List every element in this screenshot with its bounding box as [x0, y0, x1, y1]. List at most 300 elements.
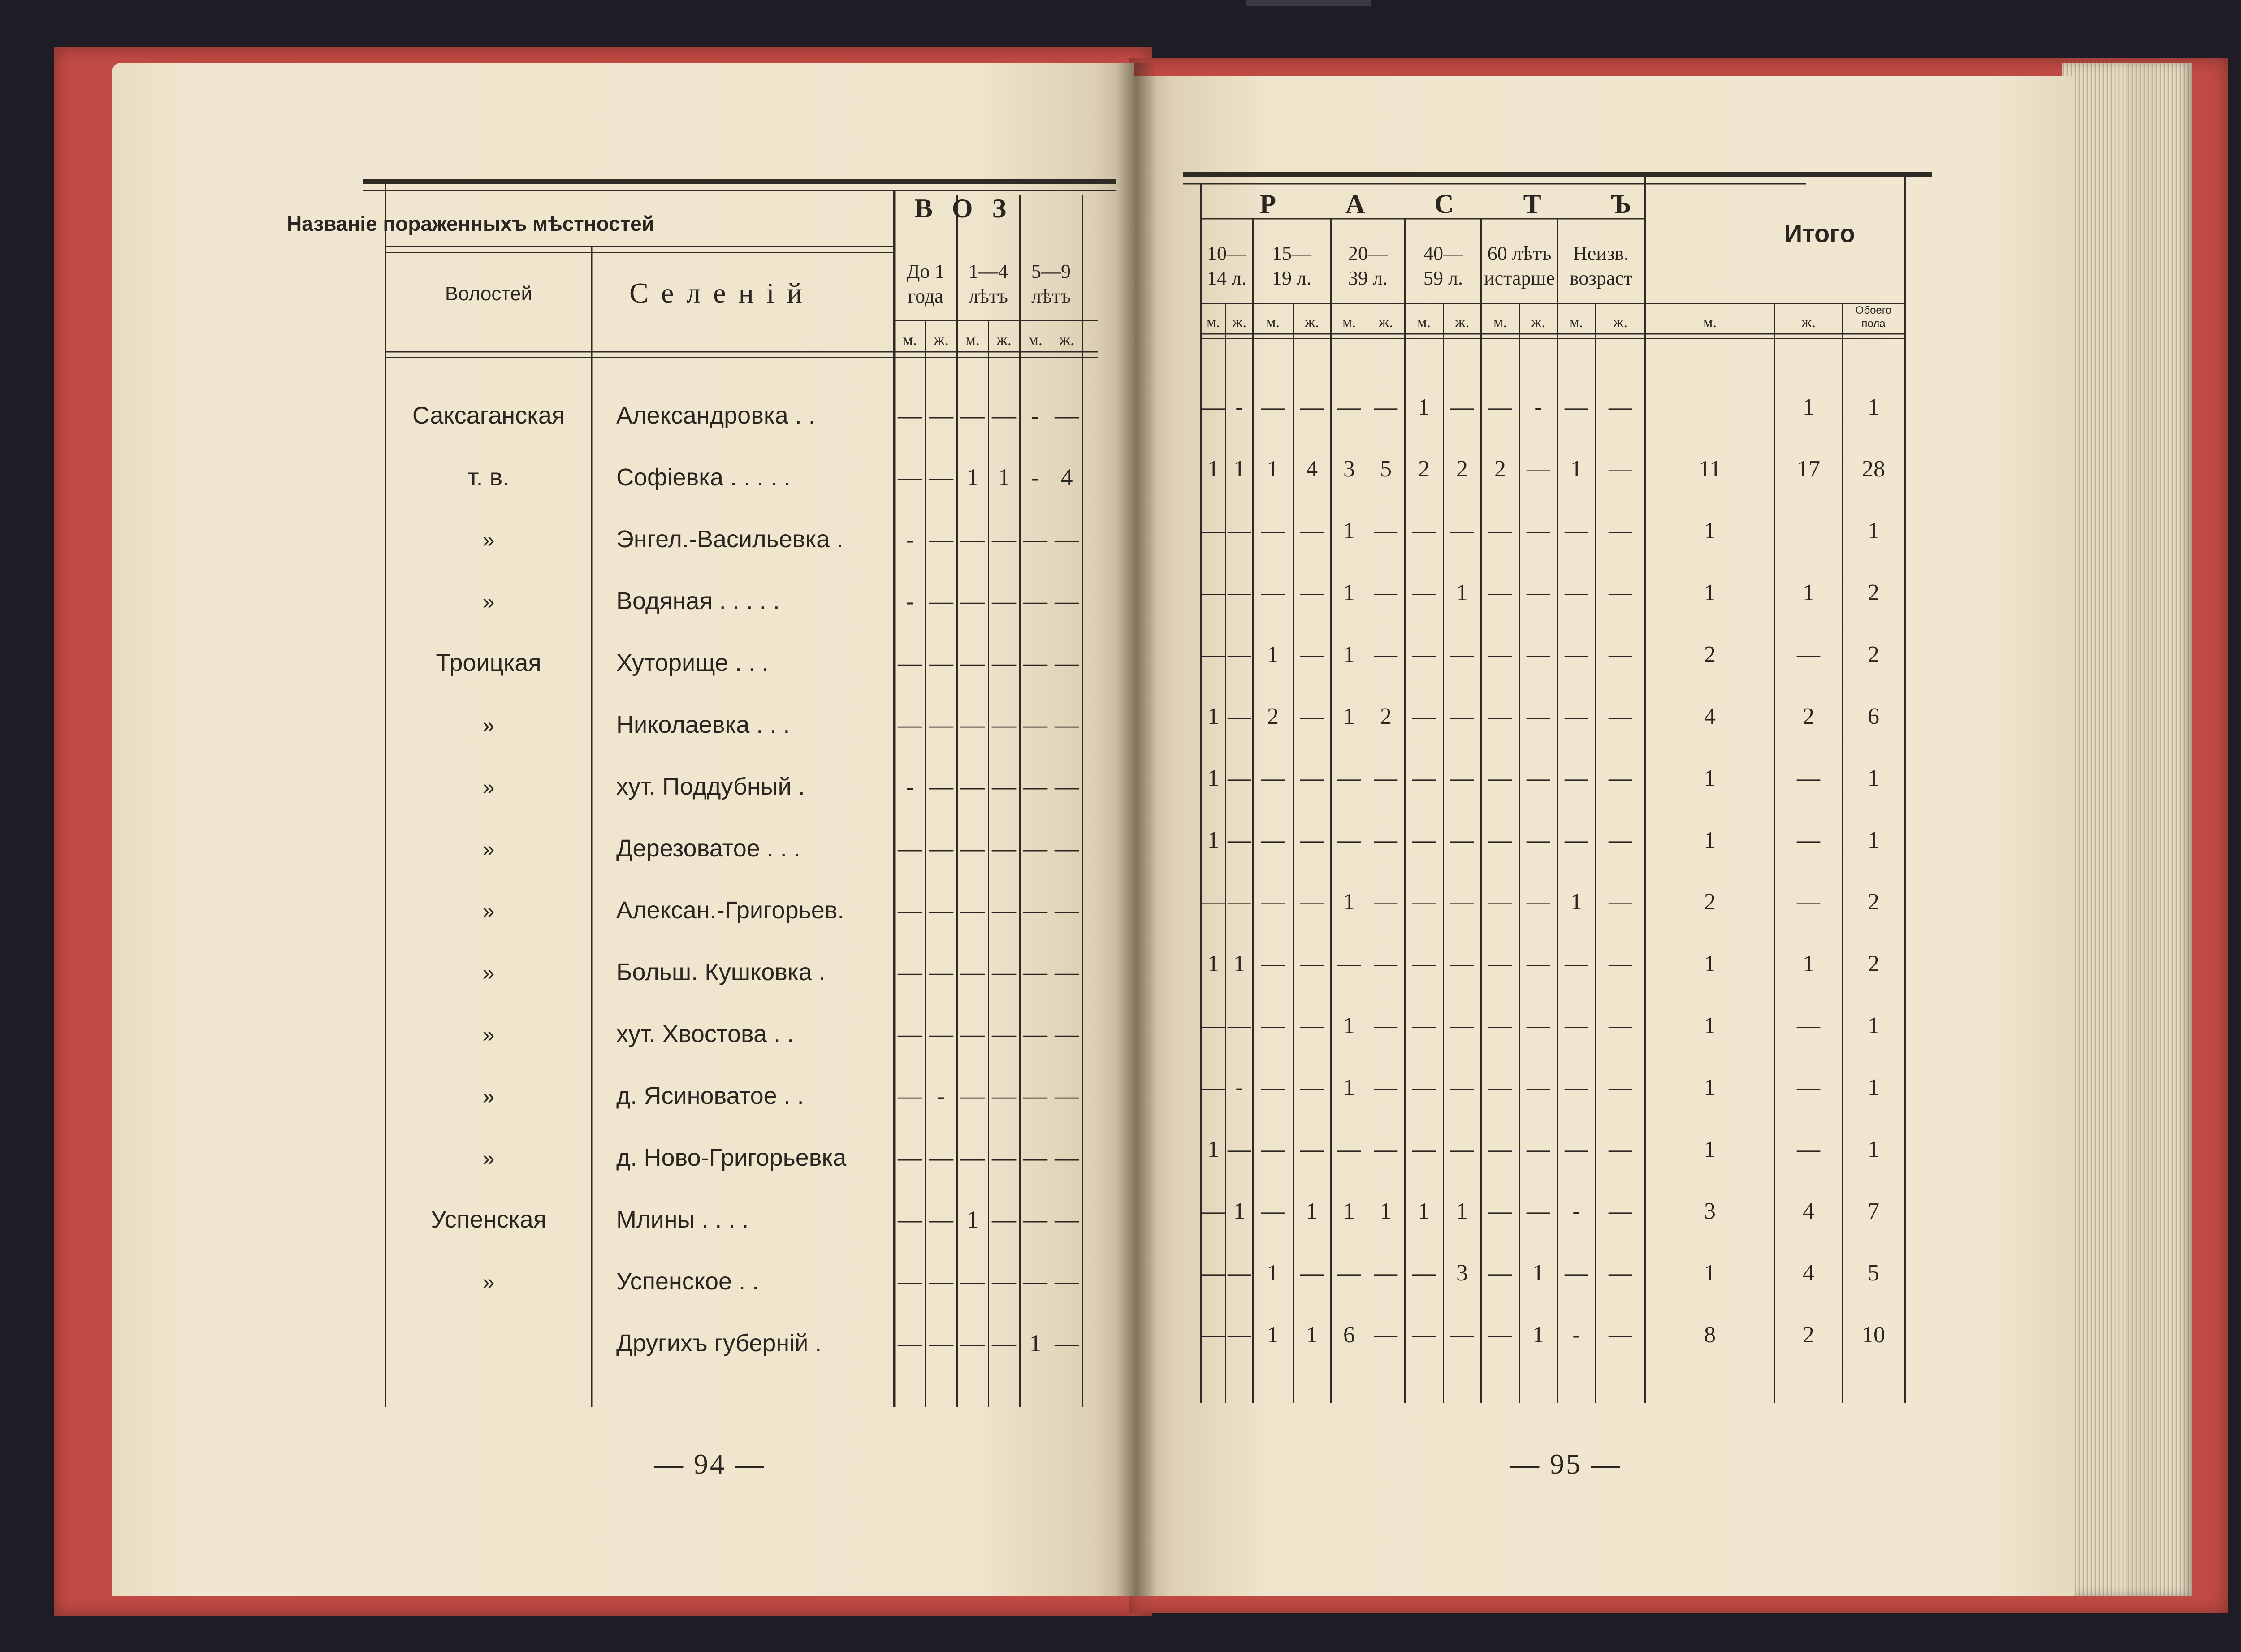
- age-group-label-0: 10—: [1207, 242, 1246, 264]
- age-group-sublabel-1: лѣтъ: [969, 285, 1008, 307]
- value-cell: —: [1202, 1260, 1225, 1286]
- value-cell: —: [1374, 394, 1397, 420]
- value-cell: —: [1337, 394, 1361, 420]
- value-cell: —: [1300, 1075, 1324, 1100]
- value-cell: —: [992, 588, 1016, 614]
- table-row: [468, 464, 1073, 491]
- value-cell: —: [1055, 588, 1079, 614]
- value-cell: 1: [966, 464, 979, 491]
- total-cell: 4: [1803, 1260, 1814, 1286]
- sex-label: м.: [965, 331, 980, 349]
- value-cell: -: [937, 1082, 945, 1109]
- value-cell: 1: [1456, 580, 1468, 605]
- total-cell: 1: [1704, 580, 1716, 605]
- value-cell: —: [1023, 1268, 1047, 1295]
- age-group-label-2: 20—: [1348, 242, 1388, 264]
- table-row: [483, 1082, 1079, 1109]
- value-cell: —: [1374, 951, 1397, 977]
- value-cell: —: [1488, 394, 1512, 420]
- total-cell: —: [1797, 889, 1820, 915]
- value-cell: —: [1337, 1260, 1361, 1286]
- total-cell: 2: [1704, 889, 1716, 915]
- value-cell: —: [1055, 1082, 1079, 1109]
- value-cell: —: [1374, 1260, 1397, 1286]
- value-cell: —: [1202, 889, 1225, 915]
- value-cell: 2: [1418, 456, 1430, 482]
- value-cell: —: [1055, 402, 1079, 429]
- value-cell: 5: [1380, 456, 1392, 482]
- value-cell: —: [1300, 1137, 1324, 1162]
- value-cell: 2: [1456, 456, 1468, 482]
- value-cell: —: [960, 402, 985, 429]
- value-cell: —: [1412, 1137, 1436, 1162]
- value-cell: —: [992, 526, 1016, 553]
- volost-cell: »: [482, 1023, 495, 1047]
- value-cell: —: [1527, 1198, 1550, 1224]
- value-cell: —: [1609, 580, 1632, 605]
- value-cell: 1: [1207, 704, 1219, 729]
- value-cell: —: [1228, 765, 1251, 791]
- value-cell: —: [1488, 827, 1512, 853]
- volost-cell: »: [482, 961, 495, 985]
- table-row: [483, 526, 1079, 553]
- value-cell: —: [1023, 1021, 1047, 1047]
- value-cell: —: [898, 835, 922, 862]
- table-row: [483, 588, 1079, 614]
- value-cell: —: [1374, 518, 1397, 544]
- value-cell: 1: [1306, 1322, 1318, 1348]
- value-cell: 1: [1207, 456, 1219, 482]
- total-cell: 1: [1704, 1013, 1716, 1038]
- value-cell: 1: [1570, 456, 1582, 482]
- value-cell: —: [1527, 1075, 1550, 1100]
- value-cell: 1: [1456, 1198, 1468, 1224]
- sex-label: ж.: [1531, 314, 1545, 331]
- value-cell: 1: [1207, 765, 1219, 791]
- value-cell: —: [929, 1268, 953, 1295]
- value-cell: —: [1261, 394, 1285, 420]
- total-cell: 1: [1704, 518, 1716, 544]
- sex-label: м.: [1417, 314, 1431, 331]
- table-row: [483, 959, 1079, 986]
- value-cell: —: [1300, 827, 1324, 853]
- value-cell: 1: [1029, 1330, 1042, 1357]
- value-cell: —: [1228, 704, 1251, 729]
- value-cell: 1: [1532, 1260, 1544, 1286]
- value-cell: —: [1488, 1322, 1512, 1348]
- value-cell: 1: [1418, 1198, 1430, 1224]
- sex-label: ж.: [1455, 314, 1469, 331]
- total-cell: 2: [1868, 642, 1879, 667]
- value-cell: 1: [1418, 394, 1430, 420]
- value-cell: —: [1527, 951, 1550, 977]
- table-row: [616, 1330, 1079, 1357]
- age-group-label-1: 15—: [1272, 242, 1311, 264]
- value-cell: —: [1609, 1075, 1632, 1100]
- value-cell: —: [992, 1330, 1016, 1357]
- value-cell: —: [1023, 897, 1047, 924]
- value-cell: —: [992, 1206, 1016, 1233]
- value-cell: —: [1609, 394, 1632, 420]
- value-cell: —: [1300, 518, 1324, 544]
- value-cell: —: [1261, 827, 1285, 853]
- value-cell: —: [1488, 642, 1512, 667]
- value-cell: —: [929, 959, 953, 986]
- value-cell: 1: [1343, 642, 1355, 667]
- total-cell: 2: [1704, 642, 1716, 667]
- header-vozrast-left: В О З: [914, 194, 1013, 223]
- value-cell: —: [1202, 518, 1225, 544]
- value-cell: —: [898, 464, 922, 491]
- total-cell: 10: [1862, 1322, 1885, 1348]
- age-group-sublabel-3: 59 л.: [1423, 267, 1463, 289]
- value-cell: —: [929, 773, 953, 800]
- value-cell: 1: [1570, 889, 1582, 915]
- value-cell: —: [1488, 704, 1512, 729]
- value-cell: —: [1374, 1322, 1397, 1348]
- value-cell: —: [1450, 704, 1474, 729]
- total-cell: 5: [1868, 1260, 1879, 1286]
- table-row: [483, 835, 1079, 862]
- value-cell: —: [992, 1082, 1016, 1109]
- value-cell: —: [898, 897, 922, 924]
- value-cell: —: [992, 773, 1016, 800]
- value-cell: —: [960, 1144, 985, 1171]
- total-cell: 1: [1704, 1075, 1716, 1100]
- value-cell: —: [1565, 1137, 1588, 1162]
- value-cell: 2: [1494, 456, 1506, 482]
- value-cell: —: [1228, 827, 1251, 853]
- value-cell: —: [1488, 1137, 1512, 1162]
- value-cell: —: [1609, 1322, 1632, 1348]
- header-main: Названіе пораженныхъ мѣстностей: [286, 212, 655, 235]
- age-group-sublabel-1: 19 л.: [1272, 267, 1311, 289]
- value-cell: —: [992, 1021, 1016, 1047]
- value-cell: —: [1609, 765, 1632, 791]
- value-cell: 1: [1207, 1137, 1219, 1162]
- value-cell: —: [1527, 827, 1550, 853]
- value-cell: —: [929, 1144, 953, 1171]
- value-cell: —: [898, 1082, 922, 1109]
- value-cell: —: [960, 1268, 985, 1295]
- value-cell: —: [1374, 765, 1397, 791]
- table-row: [1201, 1322, 1885, 1348]
- value-cell: —: [1337, 1137, 1361, 1162]
- value-cell: —: [1228, 889, 1251, 915]
- total-cell: 1: [1704, 1137, 1716, 1162]
- value-cell: 1: [1207, 827, 1219, 853]
- value-cell: —: [1023, 1144, 1047, 1171]
- total-cell: 2: [1868, 580, 1879, 605]
- value-cell: —: [1450, 827, 1474, 853]
- value-cell: —: [1527, 704, 1550, 729]
- left-table: [112, 63, 1134, 1596]
- value-cell: —: [1374, 642, 1397, 667]
- value-cell: —: [1202, 394, 1225, 420]
- value-cell: —: [1023, 959, 1047, 986]
- value-cell: —: [1374, 580, 1397, 605]
- value-cell: —: [1023, 1206, 1047, 1233]
- age-group-label-2: 5—9: [1031, 260, 1071, 282]
- sex-label: ж.: [1305, 314, 1319, 331]
- volost-cell: »: [482, 1147, 495, 1171]
- total-cell: 4: [1803, 1198, 1814, 1224]
- sex-label: м.: [1206, 314, 1220, 331]
- table-row: [1201, 1260, 1879, 1286]
- sex-label: ж.: [996, 331, 1012, 349]
- value-cell: —: [1609, 1013, 1632, 1038]
- value-cell: —: [1527, 580, 1550, 605]
- value-cell: —: [1450, 1075, 1474, 1100]
- value-cell: —: [1412, 642, 1436, 667]
- table-row: [1207, 456, 1885, 482]
- value-cell: —: [1228, 1137, 1251, 1162]
- table-row: [1207, 704, 1879, 729]
- value-cell: —: [1055, 835, 1079, 862]
- value-cell: —: [1412, 889, 1436, 915]
- table-row: [1201, 1013, 1879, 1038]
- page-number-right: — 95 —: [1510, 1448, 1622, 1480]
- table-row: [1207, 765, 1879, 791]
- total-cell: 1: [1868, 1075, 1879, 1100]
- age-group-sublabel-0: года: [908, 285, 943, 307]
- age-group-sublabel-2: 39 л.: [1348, 267, 1388, 289]
- itogo-sex-label: ж.: [1801, 314, 1816, 331]
- total-cell: 28: [1862, 456, 1885, 482]
- value-cell: 1: [1343, 1198, 1355, 1224]
- value-cell: —: [1300, 394, 1324, 420]
- sex-label: м.: [1342, 314, 1356, 331]
- volost-cell: »: [482, 714, 495, 738]
- value-cell: 1: [1532, 1322, 1544, 1348]
- value-cell: 1: [1343, 580, 1355, 605]
- right-table: [1134, 76, 2075, 1596]
- value-cell: —: [1202, 642, 1225, 667]
- table-row: [483, 1021, 1079, 1047]
- value-cell: -: [1235, 394, 1243, 420]
- total-cell: 2: [1868, 889, 1879, 915]
- value-cell: 2: [1267, 704, 1279, 729]
- value-cell: —: [1300, 1260, 1324, 1286]
- value-cell: —: [898, 1144, 922, 1171]
- header-itogo: Итого: [1784, 219, 1855, 247]
- value-cell: —: [1412, 1075, 1436, 1100]
- value-cell: —: [1202, 1198, 1225, 1224]
- value-cell: —: [1527, 1137, 1550, 1162]
- total-cell: —: [1797, 642, 1820, 667]
- value-cell: —: [929, 649, 953, 676]
- value-cell: —: [1055, 1144, 1079, 1171]
- value-cell: —: [1412, 951, 1436, 977]
- value-cell: —: [992, 1144, 1016, 1171]
- age-group-sublabel-4: истарше: [1484, 267, 1555, 289]
- value-cell: —: [1055, 959, 1079, 986]
- value-cell: —: [1450, 765, 1474, 791]
- table-row: [483, 897, 1079, 924]
- total-cell: 1: [1803, 580, 1814, 605]
- value-cell: —: [992, 402, 1016, 429]
- value-cell: —: [929, 711, 953, 738]
- value-cell: —: [1412, 518, 1436, 544]
- value-cell: —: [1488, 951, 1512, 977]
- total-cell: —: [1797, 827, 1820, 853]
- table-row: [1201, 518, 1879, 544]
- value-cell: —: [1565, 1260, 1588, 1286]
- value-cell: —: [1488, 1260, 1512, 1286]
- value-cell: —: [1261, 580, 1285, 605]
- value-cell: —: [960, 835, 985, 862]
- value-cell: —: [1300, 642, 1324, 667]
- value-cell: —: [1055, 526, 1079, 553]
- value-cell: —: [1055, 1268, 1079, 1295]
- value-cell: —: [1023, 526, 1047, 553]
- value-cell: —: [1412, 1260, 1436, 1286]
- sex-label: м.: [1266, 314, 1280, 331]
- value-cell: —: [1412, 1013, 1436, 1038]
- value-cell: —: [1412, 827, 1436, 853]
- value-cell: —: [1412, 1322, 1436, 1348]
- value-cell: —: [1228, 518, 1251, 544]
- value-cell: —: [1565, 518, 1588, 544]
- value-cell: 4: [1060, 464, 1073, 491]
- value-cell: -: [1031, 464, 1039, 491]
- value-cell: 1: [1233, 456, 1245, 482]
- volost-cell: т. в.: [467, 464, 510, 491]
- age-group-sublabel-2: лѣтъ: [1031, 285, 1071, 307]
- table-row: [431, 1206, 1079, 1233]
- value-cell: —: [1023, 588, 1047, 614]
- value-cell: —: [1527, 642, 1550, 667]
- value-cell: 1: [1343, 1075, 1355, 1100]
- total-cell: 7: [1868, 1198, 1879, 1224]
- table-row: [412, 402, 1079, 429]
- selenie-cell: д. Ново-Григорьевка: [616, 1144, 847, 1171]
- value-cell: —: [1055, 1021, 1079, 1047]
- total-cell: 2: [1868, 951, 1879, 977]
- volost-cell: »: [482, 1085, 495, 1109]
- value-cell: —: [1300, 580, 1324, 605]
- value-cell: —: [960, 711, 985, 738]
- value-cell: —: [1609, 704, 1632, 729]
- value-cell: —: [1261, 1075, 1285, 1100]
- value-cell: —: [1565, 827, 1588, 853]
- table-row: [1201, 1198, 1879, 1224]
- value-cell: —: [1228, 1322, 1251, 1348]
- total-cell: 1: [1868, 1013, 1879, 1038]
- value-cell: —: [1261, 518, 1285, 544]
- selenie-cell: Николаевка . . .: [616, 711, 790, 738]
- table-row: [1207, 1137, 1879, 1162]
- value-cell: —: [992, 959, 1016, 986]
- value-cell: 1: [1343, 1013, 1355, 1038]
- table-row: [483, 773, 1079, 800]
- value-cell: 6: [1343, 1322, 1355, 1348]
- value-cell: —: [1450, 1137, 1474, 1162]
- header-selenie: С е л е н і й: [629, 277, 805, 309]
- value-cell: —: [1055, 711, 1079, 738]
- sex-label: м.: [1028, 331, 1043, 349]
- selenie-cell: Успенское . .: [616, 1268, 759, 1295]
- value-cell: —: [929, 526, 953, 553]
- value-cell: 1: [1267, 1260, 1279, 1286]
- table-row: [483, 1144, 1079, 1171]
- table-row: [436, 649, 1079, 676]
- volost-cell: Саксаганская: [412, 402, 565, 429]
- selenie-cell: Дерезоватое . . .: [616, 835, 800, 862]
- total-cell: —: [1797, 1075, 1820, 1100]
- value-cell: —: [1337, 951, 1361, 977]
- value-cell: —: [1261, 1013, 1285, 1038]
- header-volost: Волостей: [445, 283, 532, 305]
- value-cell: —: [1609, 889, 1632, 915]
- value-cell: —: [1202, 1013, 1225, 1038]
- value-cell: 1: [1267, 642, 1279, 667]
- value-cell: 1: [1267, 1322, 1279, 1348]
- value-cell: —: [1228, 642, 1251, 667]
- value-cell: —: [960, 1082, 985, 1109]
- age-group-label-1: 1—4: [969, 260, 1008, 282]
- value-cell: 1: [1233, 1198, 1245, 1224]
- obshego-label: Обоего: [1855, 304, 1892, 316]
- value-cell: 3: [1343, 456, 1355, 482]
- table-row: [1201, 1075, 1879, 1100]
- value-cell: —: [1023, 1082, 1047, 1109]
- sex-label: м.: [1569, 314, 1583, 331]
- value-cell: —: [1261, 1137, 1285, 1162]
- value-cell: —: [929, 402, 953, 429]
- value-cell: 4: [1306, 456, 1318, 482]
- right-page: [1134, 76, 2075, 1596]
- value-cell: —: [1565, 1075, 1588, 1100]
- value-cell: —: [1412, 704, 1436, 729]
- total-cell: 6: [1868, 704, 1879, 729]
- total-cell: 1: [1704, 1260, 1716, 1286]
- value-cell: —: [1565, 580, 1588, 605]
- value-cell: —: [898, 1021, 922, 1047]
- value-cell: —: [1609, 951, 1632, 977]
- value-cell: —: [1450, 951, 1474, 977]
- value-cell: -: [1534, 394, 1542, 420]
- value-cell: 1: [1306, 1198, 1318, 1224]
- volost-cell: »: [482, 1271, 495, 1294]
- value-cell: —: [1300, 704, 1324, 729]
- value-cell: —: [1374, 889, 1397, 915]
- value-cell: —: [1450, 1013, 1474, 1038]
- value-cell: —: [1488, 580, 1512, 605]
- value-cell: 1: [966, 1206, 979, 1233]
- value-cell: -: [1572, 1322, 1580, 1348]
- value-cell: 1: [1343, 518, 1355, 544]
- total-cell: 1: [1868, 518, 1879, 544]
- table-row: [1207, 951, 1879, 977]
- table-row: [1201, 642, 1879, 667]
- selenie-cell: Другихъ губерній .: [616, 1330, 822, 1357]
- value-cell: —: [1527, 518, 1550, 544]
- value-cell: —: [898, 402, 922, 429]
- value-cell: —: [1450, 394, 1474, 420]
- value-cell: —: [960, 588, 985, 614]
- selenie-cell: Водяная . . . . .: [616, 588, 780, 614]
- obshego-sublabel: пола: [1861, 318, 1886, 330]
- age-group-label-3: 40—: [1423, 242, 1463, 264]
- value-cell: —: [1337, 765, 1361, 791]
- value-cell: —: [992, 835, 1016, 862]
- value-cell: —: [929, 1206, 953, 1233]
- value-cell: 2: [1380, 704, 1392, 729]
- volost-cell: Успенская: [431, 1206, 546, 1233]
- value-cell: 1: [1233, 951, 1245, 977]
- value-cell: -: [906, 773, 914, 800]
